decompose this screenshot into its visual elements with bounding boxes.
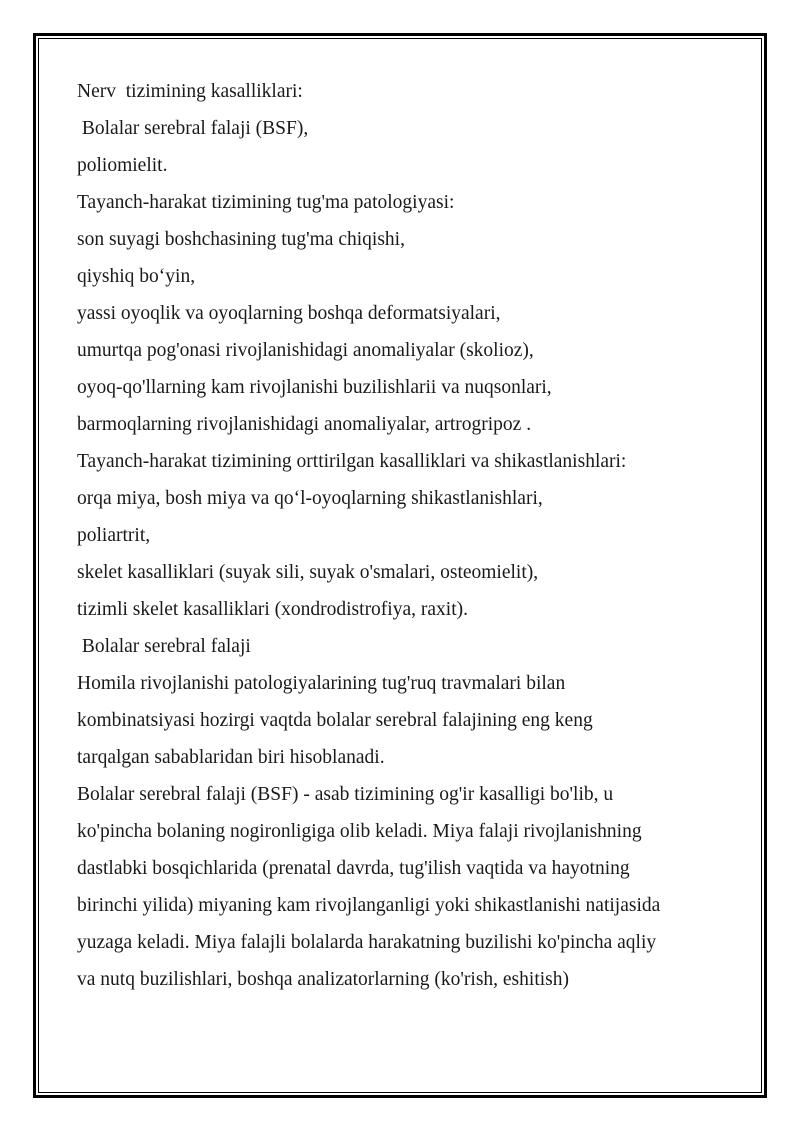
text-line: Bolalar serebral falaji <box>77 636 251 657</box>
text-line: poliartrit, <box>77 525 151 546</box>
text-line: tizimli skelet kasalliklari (xondrodistrofiya, raxit). <box>77 599 468 620</box>
text-line: Tayanch-harakat tizimining orttirilgan kasalliklari va shikastlanishlari: <box>77 451 627 472</box>
text-line: Bolalar serebral falaji (BSF) - asab tizimining og'ir kasalligi bo'lib, u <box>77 784 614 805</box>
text-line: poliomielit. <box>77 155 168 176</box>
text-line: va nutq buzilishlari, boshqa analizatorlarning (ko'rish, eshitish) <box>77 969 569 990</box>
text-line: ko'pincha bolaning nogironligiga olib keladi. Miya falaji rivojlanishning <box>77 821 642 842</box>
text-line: umurtqa pog'onasi rivojlanishidagi anomaliyalar (skolioz), <box>77 340 534 361</box>
text-line: barmoqlarning rivojlanishidagi anomaliyalar, artrogripoz . <box>77 414 532 435</box>
text-line: Tayanch-harakat tizimining tug'ma patologiyasi: <box>77 192 455 213</box>
text-line: Nerv tizimining kasalliklari: <box>77 81 303 102</box>
text-line: kombinatsiyasi hozirgi vaqtda bolalar serebral falajining eng keng <box>77 710 593 731</box>
text-line: skelet kasalliklari (suyak sili, suyak o'smalari, osteomielit), <box>77 562 539 583</box>
text-line: tarqalgan sabablaridan biri hisoblanadi. <box>77 747 385 768</box>
text-line: birinchi yilida) miyaning kam rivojlanganligi yoki shikastlanishi natijasida <box>77 895 661 916</box>
text-line: dastlabki bosqichlarida (prenatal davrda, tug'ilish vaqtida va hayotning <box>77 858 630 879</box>
text-line: Bolalar serebral falaji (BSF), <box>77 118 309 139</box>
text-line: orqa miya, bosh miya va qo‘l-oyoqlarning shikastlanishlari, <box>77 488 543 509</box>
text-line: Homila rivojlanishi patologiyalarining tug'ruq travmalari bilan <box>77 673 566 694</box>
text-line: qiyshiq bo‘yin, <box>77 266 196 287</box>
text-line: son suyagi boshchasining tug'ma chiqishi, <box>77 229 405 250</box>
text-line: oyoq-qo'llarning kam rivojlanishi buzilishlarii va nuqsonlari, <box>77 377 552 398</box>
document-body <box>77 73 737 998</box>
text-line: yassi oyoqlik va oyoqlarning boshqa deformatsiyalari, <box>77 303 501 324</box>
text-line: yuzaga keladi. Miya falajli bolalarda harakatning buzilishi ko'pincha aqliy <box>77 932 657 953</box>
